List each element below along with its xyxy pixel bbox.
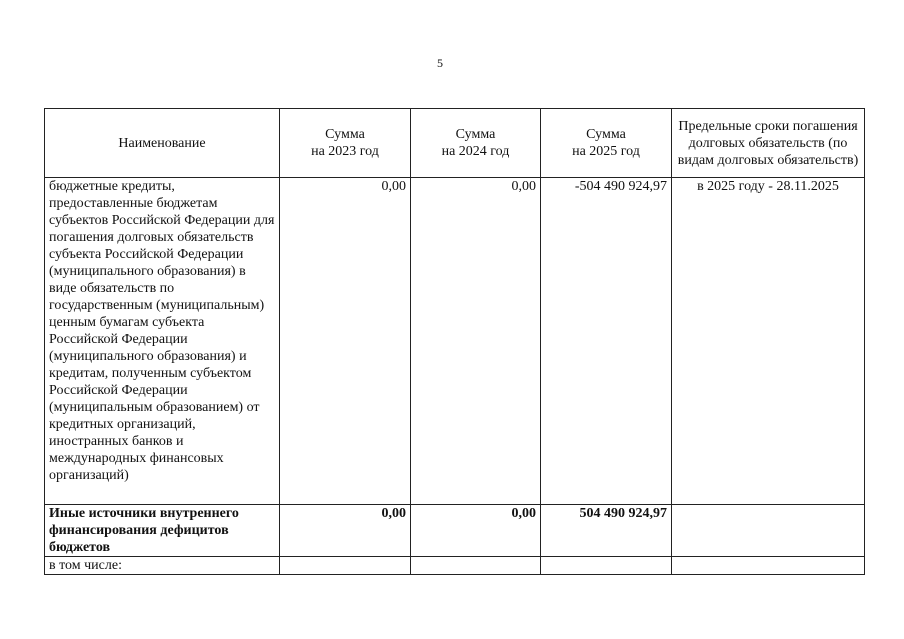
row-sum-2023-cell: 0,00 <box>280 178 411 505</box>
row-sum-2025-cell <box>541 557 672 575</box>
row-name-cell: в том числе: <box>45 557 280 575</box>
row-name-cell: Иные источники внутреннего финансирования дефицитов бюджетов <box>45 505 280 557</box>
row-deadline-cell: в 2025 году - 28.11.2025 <box>672 178 865 505</box>
row-deadline-cell <box>672 505 865 557</box>
header-name: Наименование <box>45 109 280 178</box>
row-sum-2025-cell: -504 490 924,97 <box>541 178 672 505</box>
row-sum-2025-cell: 504 490 924,97 <box>541 505 672 557</box>
header-deadline: Предельные сроки погашения долговых обязательств (по видам долговых обязательств) <box>672 109 865 178</box>
header-sum-2024-label: Сумма на 2024 год <box>441 127 510 159</box>
table-row <box>45 557 865 575</box>
row-sum-2024-cell: 0,00 <box>411 178 541 505</box>
row-sum-2024-cell <box>411 557 541 575</box>
budget-sources-table <box>44 108 865 575</box>
row-name-cell: бюджетные кредиты, предоставленные бюджетам субъектов Российской Федерации для погашения долговых обязательств субъекта Российской Федерации (муниципального образования) в виде обязательств по государственным (муниципальным) ценным бумагам субъекта Российской Федерации (муниципального образования) и кредитам, полученным субъектом Российской Федерации (муниципальным образованием) от кредитных организаций, иностранных банков и международных финансовых организаций) <box>45 178 280 505</box>
row-deadline-cell <box>672 557 865 575</box>
header-sum-2025-label: Сумма на 2025 год <box>572 127 640 159</box>
row-sum-2023-cell <box>280 557 411 575</box>
table-row <box>45 505 865 557</box>
header-sum-2024 <box>411 109 541 178</box>
header-sum-2023-label: Сумма на 2023 год <box>311 127 379 159</box>
header-sum-2025 <box>541 109 672 178</box>
header-sum-2023 <box>280 109 411 178</box>
row-sum-2023-cell: 0,00 <box>280 505 411 557</box>
page-number: 5 <box>437 56 443 70</box>
table-header-row <box>45 109 865 178</box>
row-sum-2024-cell: 0,00 <box>411 505 541 557</box>
table-row <box>45 178 865 505</box>
